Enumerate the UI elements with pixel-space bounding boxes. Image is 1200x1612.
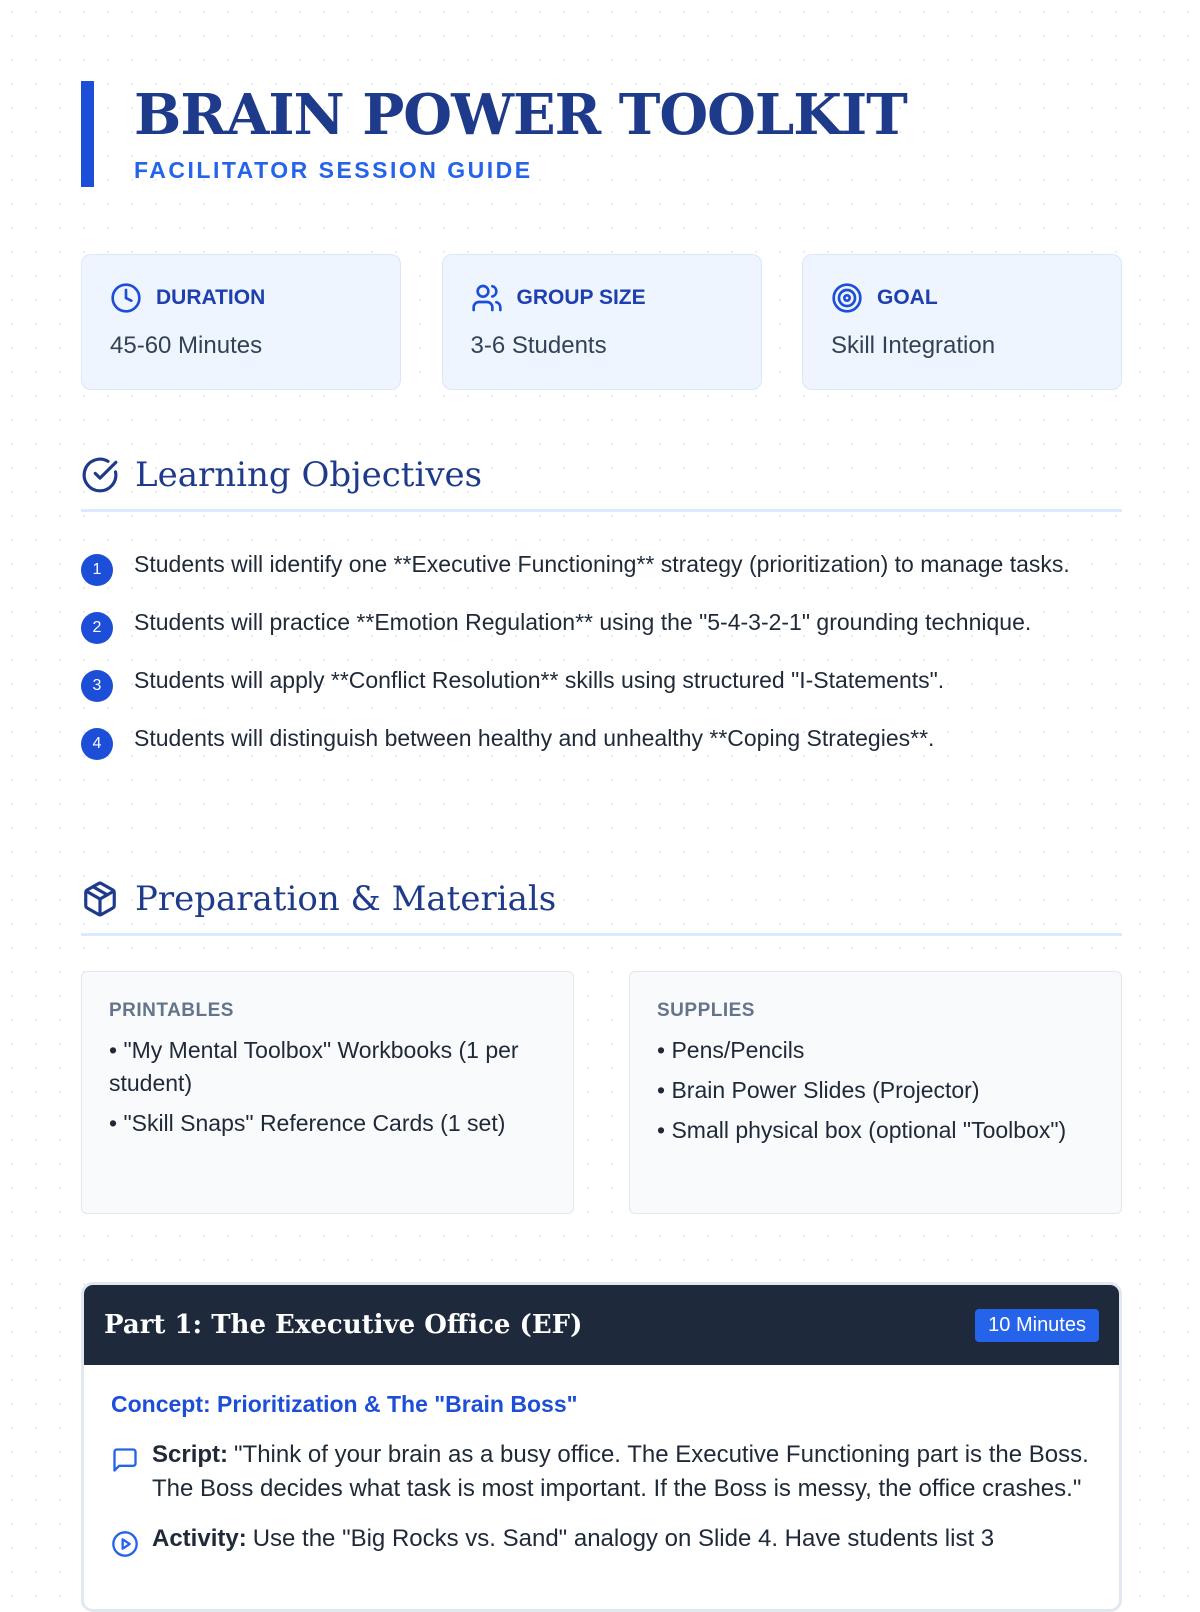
concept-heading: Concept: Prioritization & The "Brain Boss" [111, 1391, 578, 1417]
play-circle-icon [111, 1530, 139, 1558]
objective-number: 1 [81, 554, 113, 586]
objectives-title: Learning Objectives [135, 455, 483, 495]
duration-badge: 10 Minutes [975, 1309, 1099, 1342]
materials-heading [81, 879, 1122, 936]
group-size-value: 3-6 Students [470, 332, 607, 359]
list-item [81, 606, 1122, 644]
part-1-header [84, 1285, 1119, 1365]
goal-label: GOAL [877, 286, 938, 309]
materials-boxes [81, 971, 1122, 1214]
script-text: "Think of your brain as a busy office. The Executive Functioning part is the Boss. The Boss decides what task is most important. If the Boss is messy, the office crashes." [152, 1441, 1089, 1502]
users-icon [471, 282, 503, 314]
page-title: BRAIN POWER TOOLKIT [134, 82, 907, 148]
list-item: • Small physical box (optional "Toolbox") [657, 1117, 1067, 1143]
target-icon [831, 282, 863, 314]
printables-box [81, 971, 574, 1214]
group-size-label: GROUP SIZE [516, 286, 646, 309]
duration-label: DURATION [156, 286, 266, 309]
list-item: • "My Mental Toolbox" Workbooks (1 per student) [109, 1037, 519, 1096]
objective-number: 2 [81, 612, 113, 644]
group-size-card [442, 254, 762, 390]
message-square-icon [111, 1446, 139, 1474]
list-item [81, 664, 1122, 702]
activity-step [111, 1522, 1092, 1558]
list-item [81, 548, 1122, 586]
script-label: Script: [152, 1441, 229, 1468]
info-cards [81, 254, 1122, 390]
materials-title: Preparation & Materials [135, 879, 557, 919]
objectives-list [81, 548, 1122, 780]
part-1-title: Part 1: The Executive Office (EF) [104, 1310, 583, 1340]
duration-value: 45-60 Minutes [110, 332, 263, 359]
objective-text: Students will identify one **Executive Functioning** strategy (prioritization) to manage tasks. [134, 551, 1070, 577]
printables-title: PRINTABLES [109, 1000, 234, 1021]
goal-card [802, 254, 1122, 390]
goal-value: Skill Integration [831, 332, 996, 359]
list-item: • Pens/Pencils [657, 1037, 805, 1063]
objective-text: Students will practice **Emotion Regulation** using the "5-4-3-2-1" grounding technique. [134, 609, 1032, 635]
list-item: • Brain Power Slides (Projector) [657, 1077, 980, 1103]
activity-label: Activity: [152, 1525, 247, 1552]
duration-card [81, 254, 401, 390]
objectives-heading [81, 455, 1122, 512]
clock-icon [110, 282, 142, 314]
supplies-title: SUPPLIES [657, 1000, 755, 1021]
header [81, 81, 907, 187]
objective-number: 4 [81, 728, 113, 760]
supplies-box [629, 971, 1122, 1214]
package-icon [81, 880, 119, 918]
part-1-card [81, 1282, 1122, 1612]
activity-text: Use the "Big Rocks vs. Sand" analogy on Slide 4. Have students list 3 [252, 1525, 995, 1552]
objective-text: Students will distinguish between healthy and unhealthy **Coping Strategies**. [134, 725, 935, 751]
list-item: • "Skill Snaps" Reference Cards (1 set) [109, 1110, 506, 1136]
list-item [81, 722, 1122, 760]
objective-number: 3 [81, 670, 113, 702]
objective-text: Students will apply **Conflict Resolution** skills using structured "I-Statements". [134, 667, 945, 693]
check-circle-icon [81, 456, 119, 494]
page-subtitle: FACILITATOR SESSION GUIDE [134, 157, 533, 183]
part-1-body [84, 1365, 1119, 1600]
script-step [111, 1438, 1092, 1506]
